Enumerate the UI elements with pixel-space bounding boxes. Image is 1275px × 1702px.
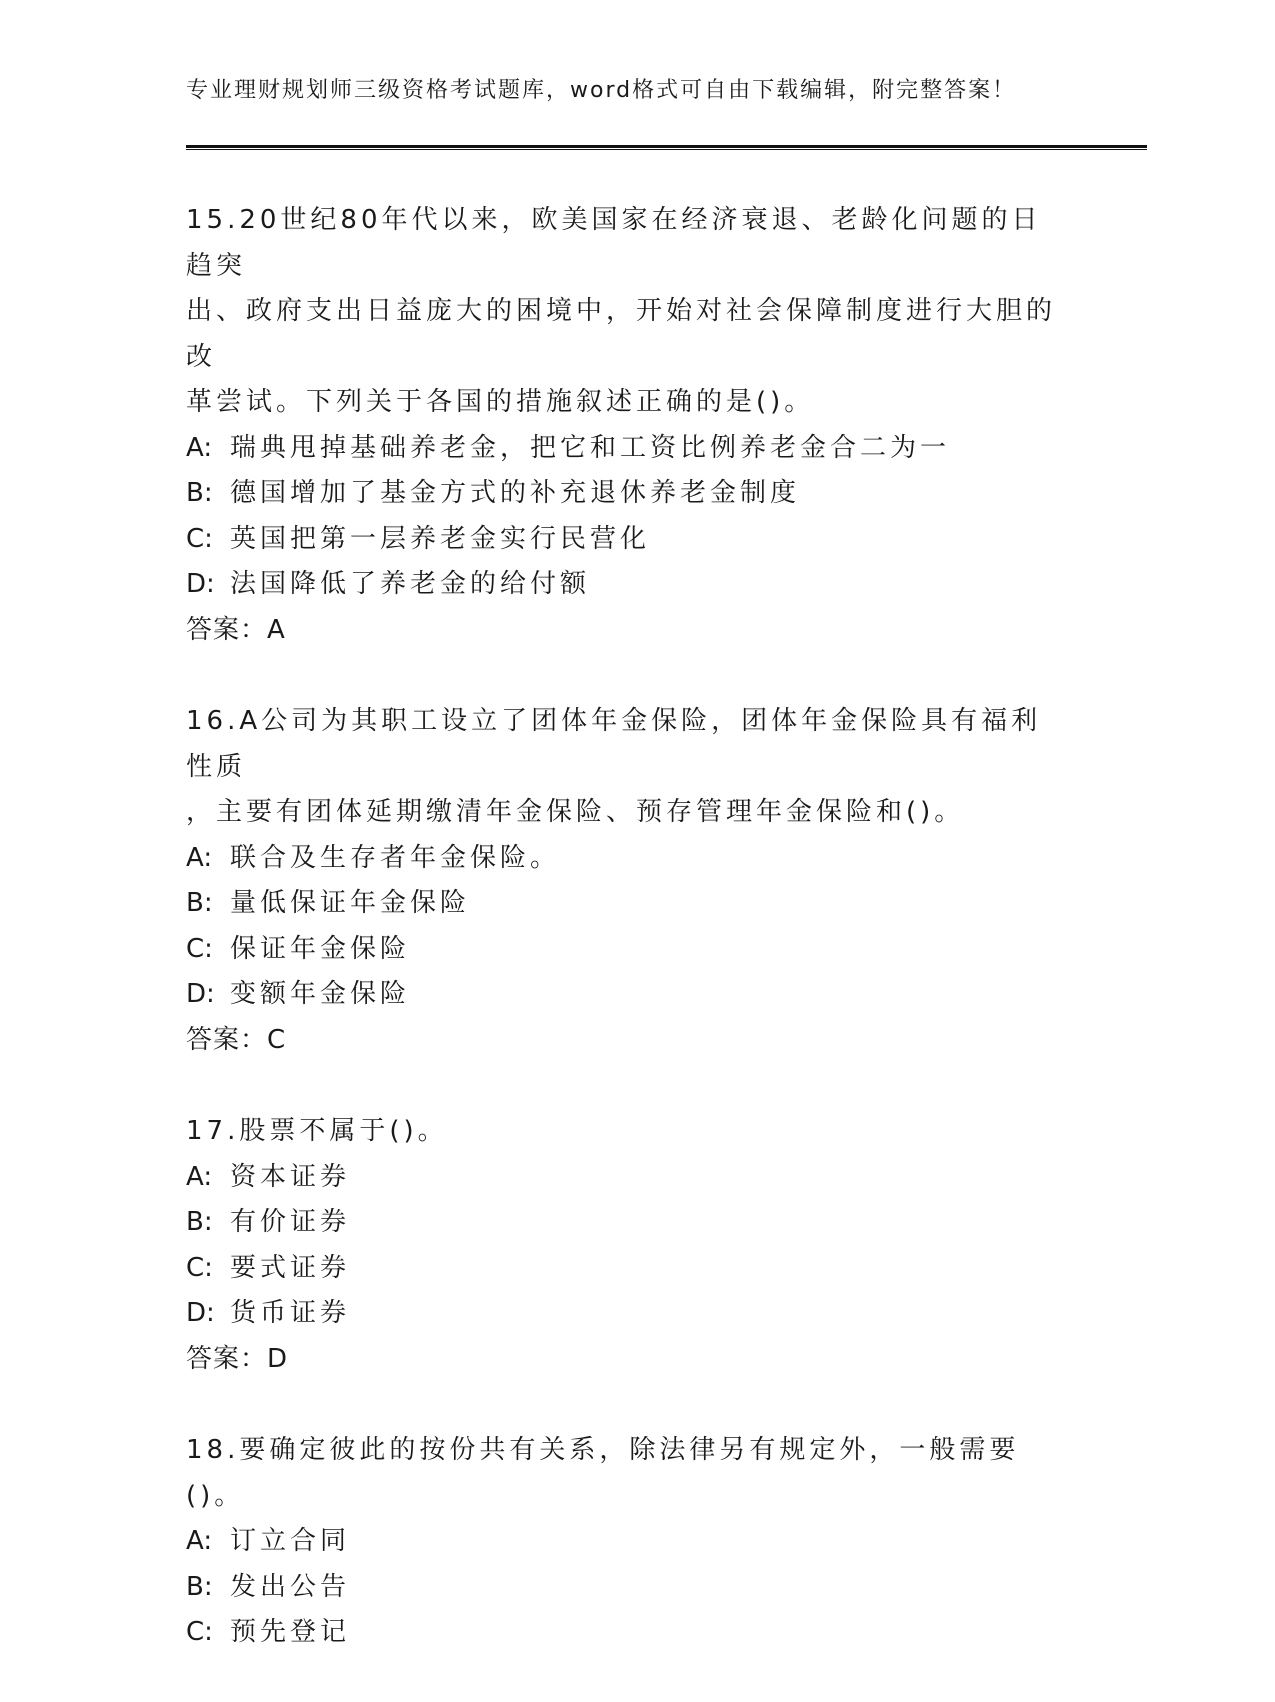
option-text: 英国把第一层养老金实行民营化: [230, 523, 651, 554]
question-list: [186, 198, 1066, 1702]
question-stem: 16.A公司为其职工设立了团体年金保险，团体年金保险具有福利性质 ，主要有团体延期缴清年金保险、预存管理年金保险和()。: [186, 706, 1042, 827]
answer-line: 答案：A: [186, 614, 286, 645]
option-text: 订立合同: [230, 1526, 351, 1556]
option-b: [186, 471, 1066, 517]
option-letter: C:: [186, 1252, 213, 1283]
option-text: 瑞典甩掉基础养老金，把它和工资比例养老金合二为一: [230, 432, 951, 463]
option-d: [186, 562, 1066, 608]
question-15: [186, 198, 1066, 653]
option-letter: C:: [186, 1617, 213, 1647]
option-text: 德国增加了基金方式的补充退休养老金制度: [230, 478, 801, 508]
header-divider: [186, 145, 1147, 150]
option-b: [186, 881, 1066, 927]
question-stem: 18.要确定彼此的按份共有关系，除法律另有规定外，一般需要()。: [186, 1435, 1020, 1511]
option-letter: C:: [186, 523, 213, 554]
answer-line: 答案：D: [186, 1343, 289, 1374]
option-c: [186, 927, 1066, 973]
page-header-title: 专业理财规划师三级资格考试题库，word格式可自由下载编辑，附完整答案！: [186, 78, 1017, 103]
option-b: [186, 1565, 1066, 1611]
option-text: 要式证券: [230, 1252, 351, 1283]
option-letter: B:: [186, 1207, 213, 1237]
option-c: [186, 1246, 1066, 1292]
option-text: 量低保证年金保险: [230, 888, 471, 918]
question-18: [186, 1428, 1066, 1656]
option-a: [186, 836, 1066, 882]
question-16: [186, 699, 1066, 1063]
option-letter: B:: [186, 888, 213, 918]
option-text: 保证年金保险: [230, 933, 411, 964]
option-d: [186, 972, 1066, 1018]
option-a: [186, 1519, 1066, 1565]
option-a: [186, 426, 1066, 472]
option-text: 发出公告: [230, 1571, 351, 1602]
option-letter: A:: [186, 1161, 213, 1192]
option-text: 变额年金保险: [230, 979, 411, 1009]
question-17: [186, 1109, 1066, 1382]
option-text: 资本证券: [230, 1161, 351, 1192]
option-text: 联合及生存者年金保险。: [230, 842, 561, 873]
option-text: 预先登记: [230, 1617, 351, 1647]
option-d: [186, 1291, 1066, 1337]
option-c: [186, 1610, 1066, 1656]
option-text: 有价证券: [230, 1207, 351, 1237]
option-letter: A:: [186, 842, 213, 873]
option-a: [186, 1155, 1066, 1201]
question-stem: 17.股票不属于()。: [186, 1116, 448, 1146]
option-letter: D:: [186, 1298, 215, 1328]
option-letter: D:: [186, 569, 215, 599]
answer-line: 答案：C: [186, 1024, 287, 1055]
option-letter: D:: [186, 979, 215, 1009]
option-letter: A:: [186, 432, 213, 463]
option-text: 法国降低了养老金的给付额: [230, 569, 591, 599]
option-letter: B:: [186, 1571, 213, 1602]
question-stem: 15.20世纪80年代以来，欧美国家在经济衰退、老龄化问题的日趋突 出、政府支出日益庞大的困境中，开始对社会保障制度进行大胆的改 革尝试。下列关于各国的措施叙述正确的是()。: [186, 205, 1057, 417]
option-c: [186, 517, 1066, 563]
option-letter: C:: [186, 933, 213, 964]
option-b: [186, 1200, 1066, 1246]
option-text: 货币证券: [230, 1298, 351, 1328]
option-letter: B:: [186, 478, 213, 508]
option-letter: A:: [186, 1526, 213, 1556]
